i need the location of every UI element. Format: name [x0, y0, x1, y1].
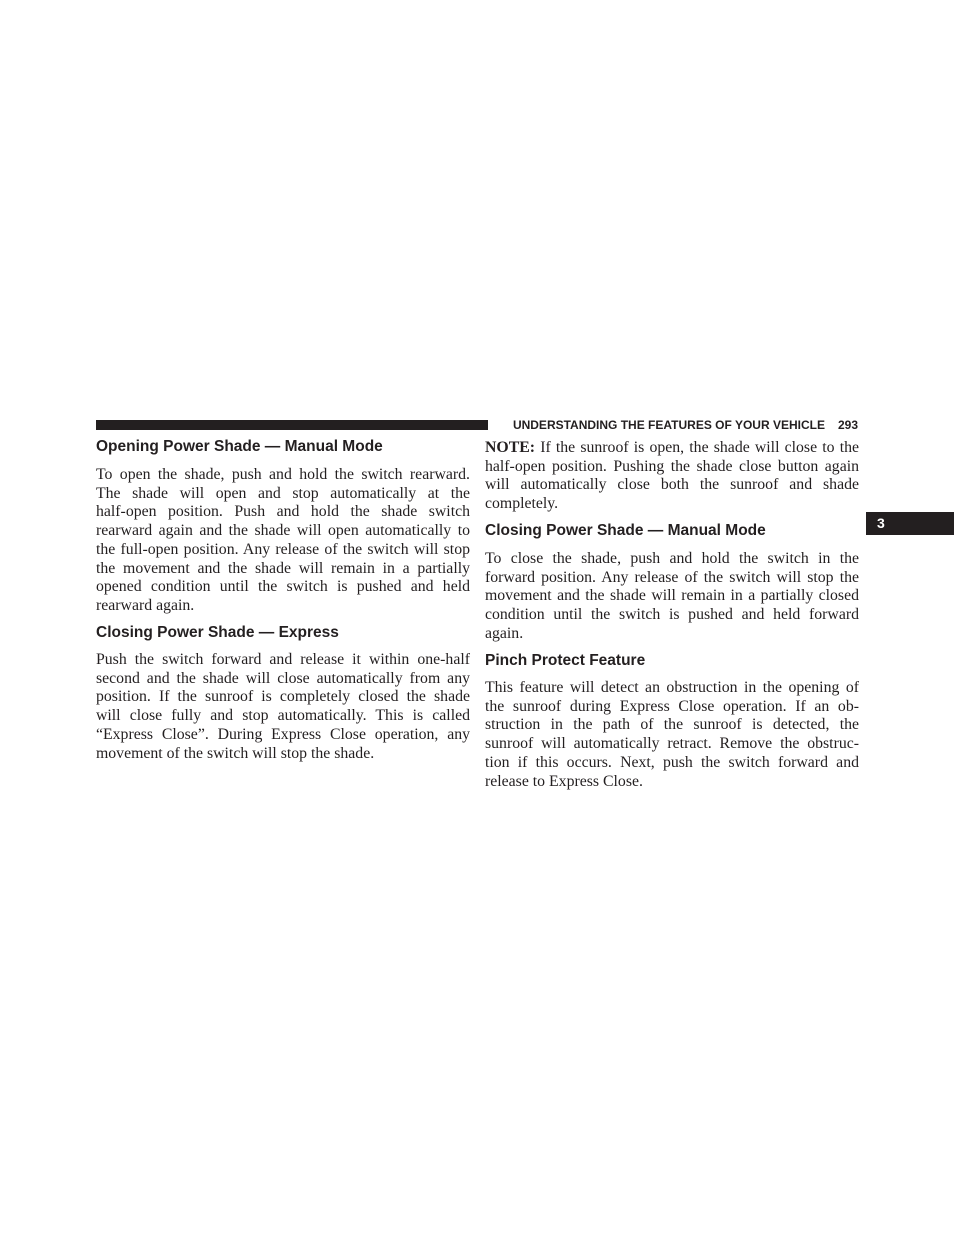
text-line: half-open position. Pushing the shade close button again	[485, 457, 859, 475]
text-line: completely.	[485, 495, 559, 513]
text-line: will automatically close both the sunroof and shade	[485, 476, 859, 494]
paragraph-opening-manual-mode	[96, 466, 470, 616]
text-line: tion if this occurs. Next, push the switch forward and	[485, 753, 859, 771]
paragraph-closing-manual-mode	[485, 550, 859, 644]
text-line: This feature will detect an obstruction in the opening of	[485, 679, 859, 696]
text-line: sunroof will automatically retract. Remove the obstruc-	[485, 735, 859, 753]
paragraph-pinch-protect	[485, 679, 859, 791]
text-line: the movement and the shade will remain in a partially	[96, 559, 470, 577]
note-first-line: If the sunroof is open, the shade will close to the	[540, 439, 859, 456]
paragraph-closing-express	[96, 651, 470, 763]
text-line: movement and the shade will remain in a partially closed	[485, 587, 859, 605]
text-line: position. If the sunroof is completely closed the shade	[96, 688, 470, 706]
text-line: release to Express Close.	[485, 772, 643, 790]
text-line: again.	[485, 624, 524, 642]
chapter-tab: 3	[866, 512, 954, 535]
text-line: the sunroof during Express Close operation. If an ob-	[485, 697, 859, 715]
text-line: To close the shade, push and hold the switch in the	[485, 550, 859, 567]
text-line: condition until the switch is pushed and held forward	[485, 606, 859, 624]
text-line: “Express Close”. During Express Close operation, any	[96, 725, 470, 743]
header-rule	[96, 420, 488, 430]
heading-closing-manual-mode: Closing Power Shade — Manual Mode	[485, 522, 766, 539]
heading-opening-manual-mode: Opening Power Shade — Manual Mode	[96, 438, 383, 455]
text-line: second and the shade will close automatically from any	[96, 669, 470, 687]
text-line: the full-open position. Any release of the switch will stop	[96, 540, 470, 558]
running-header	[513, 418, 858, 432]
text-line: opened condition until the switch is pushed and held	[96, 578, 470, 596]
page-number: 293	[837, 418, 858, 432]
text-line: struction in the path of the sunroof is detected, the	[485, 716, 859, 734]
heading-closing-express: Closing Power Shade — Express	[96, 624, 339, 641]
text-line: will close fully and stop automatically. This is called	[96, 707, 470, 725]
text-line: The shade will open and stop automatically at the	[96, 484, 470, 502]
text-line: rearward again and the shade will open automatically to	[96, 522, 470, 540]
text-line: half-open position. Push and hold the shade switch	[96, 503, 470, 521]
text-line: Push the switch forward and release it within one-half	[96, 651, 470, 668]
text-line: movement of the switch will stop the shade.	[96, 744, 375, 762]
heading-pinch-protect: Pinch Protect Feature	[485, 652, 646, 669]
text-line: rearward again.	[96, 596, 195, 614]
note-label: NOTE:	[485, 439, 536, 456]
text-line	[485, 439, 859, 458]
note-block	[485, 439, 859, 514]
text-line: To open the shade, push and hold the switch rearward.	[96, 466, 470, 483]
text-line: forward position. Any release of the switch will stop the	[485, 568, 859, 586]
note-lines	[485, 458, 859, 514]
section-title: UNDERSTANDING THE FEATURES OF YOUR VEHICLE	[512, 418, 825, 432]
